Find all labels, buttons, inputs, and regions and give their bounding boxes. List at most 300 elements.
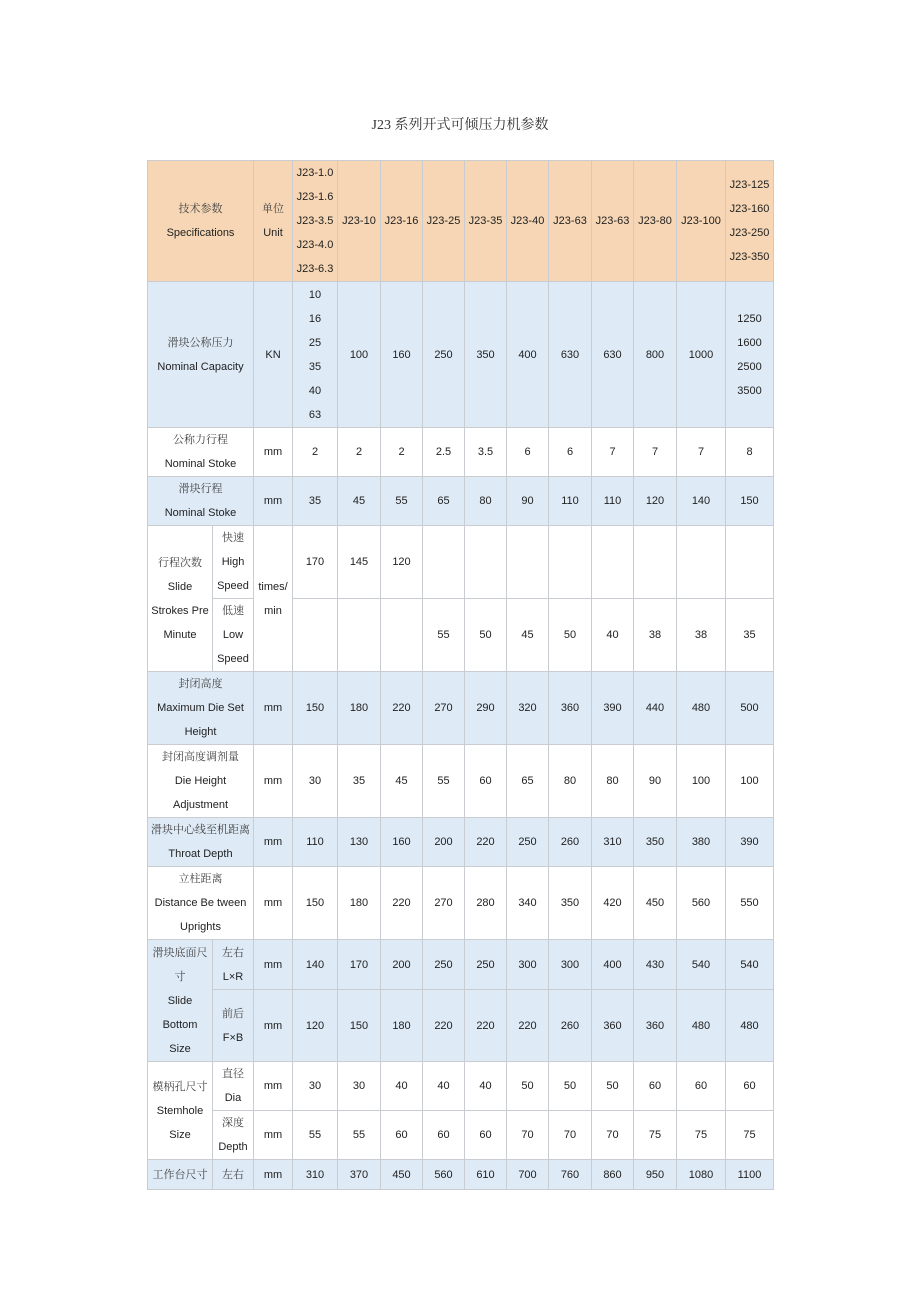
row-label [148, 940, 213, 1062]
value-cell [677, 1160, 726, 1190]
value-cell [549, 940, 592, 990]
value-cell-line: 180 [349, 897, 369, 909]
row-sublabel-line: 左右 [222, 1168, 244, 1181]
value-cell-line: 360 [645, 1019, 665, 1032]
value-cell-line: 145 [349, 556, 369, 568]
header-model-line: J23-100 [681, 215, 721, 227]
value-cell-line: 390 [603, 702, 622, 714]
table-row [148, 818, 774, 867]
value-cell [465, 1062, 507, 1111]
value-cell-line: 480 [691, 702, 711, 714]
value-cell-line: 25 [308, 336, 322, 349]
value-cell [634, 940, 677, 990]
value-cell-line: 220 [476, 1019, 495, 1032]
value-cell-line: 40 [606, 629, 619, 641]
value-cell [338, 818, 381, 867]
value-cell-line: 350 [645, 836, 665, 848]
row-sublabel-line: 深度 [222, 1117, 244, 1129]
row-sublabel-line: High [221, 556, 245, 568]
value-cell-line: 130 [349, 836, 369, 848]
value-cell-line: 110 [603, 495, 622, 507]
value-cell [381, 428, 423, 477]
value-cell [338, 940, 381, 990]
value-cell [338, 1160, 381, 1190]
value-cell [634, 526, 677, 599]
table-row [148, 428, 774, 477]
value-cell-line: 260 [560, 1019, 580, 1032]
row-label-line: Nominal Capacity [157, 360, 244, 373]
value-cell-line: 30 [352, 1080, 366, 1092]
value-cell [507, 867, 549, 940]
row-unit [254, 1111, 293, 1160]
value-cell-line: 300 [518, 958, 537, 971]
value-cell-line: 630 [603, 348, 622, 361]
value-cell [465, 477, 507, 526]
value-cell-line: 35 [308, 360, 322, 373]
value-cell [507, 599, 549, 672]
value-cell-line: 700 [518, 1168, 537, 1181]
row-unit-line: mm [263, 775, 283, 787]
value-cell-line: 70 [606, 1129, 619, 1141]
value-cell [423, 745, 465, 818]
value-cell-line: 1080 [688, 1168, 714, 1181]
value-cell-line: 360 [560, 702, 580, 714]
value-cell-line: 450 [392, 1168, 411, 1181]
value-cell-line: 160 [392, 836, 411, 848]
value-cell-line: 50 [563, 629, 577, 641]
value-cell [423, 1160, 465, 1190]
value-cell-line: 60 [479, 1129, 492, 1141]
value-cell-line: 60 [648, 1080, 662, 1092]
row-label [148, 477, 254, 526]
value-cell [592, 990, 634, 1062]
value-cell [465, 282, 507, 428]
value-cell [423, 282, 465, 428]
value-cell [549, 745, 592, 818]
value-cell-line: 55 [395, 495, 408, 507]
value-cell [423, 1062, 465, 1111]
value-cell [677, 745, 726, 818]
header-model-line: J23-25 [426, 215, 461, 227]
header-model-line: J23-16 [384, 215, 419, 227]
value-cell [726, 940, 774, 990]
value-cell-line: 80 [479, 495, 492, 507]
value-cell [549, 1111, 592, 1160]
value-cell-line: 45 [395, 775, 408, 787]
row-sublabel [213, 990, 254, 1062]
value-cell [381, 477, 423, 526]
row-label-line: 行程次数 [158, 556, 202, 569]
row-unit-line: mm [263, 958, 283, 971]
header-specifications-line: Specifications [166, 227, 235, 239]
header-specifications-line: 技术参数 [178, 203, 223, 215]
value-cell [423, 867, 465, 940]
value-cell-line: 270 [434, 702, 453, 714]
value-cell-line: 80 [563, 775, 577, 787]
value-cell-line: 160 [392, 348, 411, 361]
value-cell [549, 990, 592, 1062]
header-specifications [148, 161, 254, 282]
value-cell [338, 1062, 381, 1111]
value-cell-line: 75 [694, 1129, 708, 1141]
value-cell-line: 2500 [737, 360, 762, 373]
table-row [148, 282, 774, 428]
value-cell [507, 672, 549, 745]
value-cell [549, 282, 592, 428]
value-cell-line: 450 [645, 897, 665, 909]
header-model-line: J23-10 [342, 215, 376, 227]
table-row [148, 867, 774, 940]
row-sublabel [213, 940, 254, 990]
value-cell [592, 477, 634, 526]
value-cell-line: 280 [476, 897, 495, 909]
row-label-line: 寸 [174, 970, 186, 983]
row-label-line: 封闭高度调剂量 [162, 751, 239, 763]
value-cell [381, 1062, 423, 1111]
value-cell-line: 220 [392, 897, 411, 909]
header-row [148, 161, 774, 282]
value-cell [381, 867, 423, 940]
row-label [148, 282, 254, 428]
value-cell [381, 818, 423, 867]
row-label-line: Slide [167, 994, 193, 1007]
value-cell-line: 30 [308, 1080, 322, 1092]
row-label [148, 745, 254, 818]
value-cell [338, 282, 381, 428]
header-model [726, 161, 774, 282]
row-sublabel [213, 1111, 254, 1160]
value-cell-line: 950 [645, 1168, 665, 1181]
value-cell [507, 1111, 549, 1160]
value-cell-line: 80 [606, 775, 619, 787]
value-cell [677, 282, 726, 428]
row-label-line: Adjustment [172, 799, 229, 811]
value-cell [293, 428, 338, 477]
value-cell [465, 428, 507, 477]
value-cell [634, 599, 677, 672]
value-cell-line: 6 [566, 446, 574, 458]
value-cell-line: 3.5 [477, 446, 494, 458]
value-cell [549, 599, 592, 672]
value-cell [634, 1111, 677, 1160]
value-cell-line: 40 [479, 1080, 492, 1092]
value-cell [465, 1111, 507, 1160]
value-cell-line: 350 [476, 348, 495, 361]
value-cell [507, 990, 549, 1062]
value-cell [507, 428, 549, 477]
value-cell-line: 75 [743, 1129, 756, 1141]
header-model-line: J23-125 [729, 179, 770, 191]
row-label-line: Height [184, 726, 217, 738]
value-cell-line: 38 [694, 629, 708, 641]
header-model-line: J23-63 [595, 215, 630, 227]
value-cell [293, 1062, 338, 1111]
value-cell-line: 40 [308, 384, 322, 397]
value-cell [423, 940, 465, 990]
value-cell-line: 10 [308, 288, 322, 301]
value-cell [726, 599, 774, 672]
value-cell-line: 60 [395, 1129, 408, 1141]
value-cell-line: 260 [560, 836, 580, 848]
row-sublabel-line: 左右 [222, 946, 244, 959]
value-cell-line: 380 [691, 836, 711, 848]
row-label [148, 428, 254, 477]
value-cell-line: 220 [434, 1019, 453, 1032]
value-cell [381, 940, 423, 990]
row-sublabel-line: Depth [218, 1141, 248, 1153]
value-cell-line: 290 [476, 702, 495, 714]
value-cell-line: 40 [437, 1080, 450, 1092]
row-label-line: Size [169, 1128, 191, 1141]
value-cell [338, 672, 381, 745]
row-label [148, 818, 254, 867]
header-model [338, 161, 381, 282]
row-unit [254, 867, 293, 940]
row-unit-line: mm [263, 446, 283, 458]
row-sublabel-line: Dia [224, 1092, 242, 1104]
table-row [148, 672, 774, 745]
value-cell [507, 745, 549, 818]
row-label-line: 模柄孔尺寸 [152, 1080, 208, 1093]
value-cell [592, 672, 634, 745]
header-model-line: J23-6.3 [296, 263, 334, 275]
row-label-line: Slide [167, 580, 193, 593]
value-cell [634, 990, 677, 1062]
document-title: J23 系列开式可倾压力机参数 [371, 118, 549, 133]
value-cell [677, 818, 726, 867]
value-cell [465, 990, 507, 1062]
value-cell [465, 1160, 507, 1190]
value-cell [592, 282, 634, 428]
value-cell [338, 990, 381, 1062]
value-cell [423, 526, 465, 599]
header-model-line: J23-40 [510, 215, 545, 227]
value-cell-line: 480 [691, 1019, 711, 1032]
row-unit [254, 477, 293, 526]
value-cell [381, 672, 423, 745]
row-label-line: Throat Depth [168, 848, 233, 860]
value-cell [465, 745, 507, 818]
value-cell-line: 420 [603, 897, 622, 909]
value-cell-line: 63 [308, 408, 322, 421]
header-model-line: J23-63 [553, 215, 587, 227]
value-cell [592, 745, 634, 818]
value-cell [293, 599, 338, 672]
value-cell [423, 477, 465, 526]
value-cell [726, 990, 774, 1062]
row-label-line: 滑块公称压力 [167, 336, 234, 349]
value-cell-line: 560 [691, 897, 711, 909]
row-unit-line: mm [263, 1168, 283, 1181]
value-cell-line: 440 [645, 702, 665, 714]
value-cell-line: 110 [306, 836, 324, 848]
value-cell [465, 867, 507, 940]
row-sublabel [213, 1062, 254, 1111]
value-cell [381, 1111, 423, 1160]
value-cell [726, 428, 774, 477]
value-cell [293, 745, 338, 818]
row-sublabel [213, 526, 254, 599]
header-model-line: J23-1.6 [296, 191, 334, 203]
row-label-line: Strokes Pre [151, 604, 209, 617]
value-cell-line: 390 [740, 836, 759, 848]
value-cell-line: 540 [691, 958, 711, 971]
value-cell-line: 610 [476, 1168, 495, 1181]
header-unit-line: 单位 [262, 203, 284, 215]
value-cell-line: 400 [603, 958, 622, 971]
value-cell [726, 526, 774, 599]
row-unit [254, 818, 293, 867]
row-label-line: 工作台尺寸 [152, 1168, 208, 1181]
value-cell [507, 1160, 549, 1190]
value-cell [549, 428, 592, 477]
value-cell-line: 180 [349, 702, 369, 714]
value-cell-line: 200 [392, 958, 411, 971]
value-cell [423, 428, 465, 477]
row-sublabel-line: 低速 [222, 605, 244, 617]
row-label [148, 867, 254, 940]
value-cell [677, 1062, 726, 1111]
value-cell-line: 150 [740, 495, 759, 507]
header-model-line: J23-1.0 [296, 167, 334, 179]
value-cell [592, 1062, 634, 1111]
value-cell [592, 940, 634, 990]
value-cell-line: 40 [395, 1080, 408, 1092]
value-cell [507, 818, 549, 867]
row-unit-line: times/ [258, 580, 288, 593]
value-cell [293, 940, 338, 990]
value-cell-line: 150 [305, 702, 325, 714]
row-unit [254, 990, 293, 1062]
value-cell-line: 2 [355, 446, 363, 458]
value-cell-line: 55 [437, 629, 450, 641]
value-cell [634, 672, 677, 745]
value-cell-line: 90 [521, 495, 534, 507]
value-cell [677, 867, 726, 940]
row-sublabel-line: 直径 [222, 1068, 244, 1080]
value-cell [507, 1062, 549, 1111]
row-sublabel [213, 599, 254, 672]
header-model [381, 161, 423, 282]
value-cell [293, 818, 338, 867]
value-cell-line: 55 [437, 775, 450, 787]
value-cell-line: 1600 [737, 336, 762, 349]
value-cell-line: 120 [305, 1019, 325, 1032]
row-unit-line: mm [263, 1080, 283, 1092]
value-cell-line: 150 [305, 897, 325, 909]
value-cell [634, 745, 677, 818]
value-cell [677, 599, 726, 672]
value-cell [677, 477, 726, 526]
row-label-line: Die Height [174, 775, 227, 787]
row-label-line: Uprights [180, 921, 221, 933]
value-cell [677, 990, 726, 1062]
value-cell [634, 477, 677, 526]
value-cell-line: 310 [603, 836, 622, 848]
value-cell-line: 70 [521, 1129, 534, 1141]
table-row [148, 1062, 774, 1111]
value-cell-line: 55 [308, 1129, 322, 1141]
row-label [148, 1062, 213, 1160]
value-cell-line: 860 [603, 1168, 622, 1181]
value-cell-line: 75 [648, 1129, 662, 1141]
value-cell [338, 477, 381, 526]
value-cell [726, 477, 774, 526]
row-label-line: 立柱距离 [178, 873, 223, 885]
value-cell-line: 35 [743, 629, 756, 641]
value-cell [381, 745, 423, 818]
row-sublabel-line: Speed [217, 653, 249, 665]
row-unit [254, 1160, 293, 1190]
value-cell-line: 38 [648, 629, 662, 641]
table-row [148, 745, 774, 818]
row-label-line: Maximum Die Set [157, 702, 244, 714]
value-cell [293, 477, 338, 526]
header-model [677, 161, 726, 282]
row-unit [254, 672, 293, 745]
value-cell-line: 350 [560, 897, 580, 909]
value-cell [381, 526, 423, 599]
row-label-line: 公称力行程 [173, 434, 228, 446]
value-cell-line: 480 [740, 1019, 759, 1032]
value-cell [592, 526, 634, 599]
header-model-line: J23-350 [729, 251, 770, 263]
value-cell-line: 120 [392, 556, 411, 568]
value-cell [726, 1062, 774, 1111]
value-cell-line: 250 [518, 836, 537, 848]
value-cell-line: 90 [648, 775, 662, 787]
value-cell [293, 1160, 338, 1190]
value-cell [507, 940, 549, 990]
table-row [148, 940, 774, 990]
value-cell [338, 1111, 381, 1160]
value-cell-line: 220 [392, 702, 411, 714]
value-cell-line: 1000 [688, 348, 714, 361]
value-cell [549, 818, 592, 867]
row-unit [254, 1062, 293, 1111]
header-model-line: J23-250 [729, 227, 770, 239]
header-model [423, 161, 465, 282]
value-cell-line: 400 [518, 348, 537, 361]
value-cell-line: 7 [651, 446, 659, 458]
value-cell [338, 526, 381, 599]
value-cell [423, 818, 465, 867]
value-cell-line: 100 [740, 775, 759, 787]
value-cell-line: 310 [305, 1168, 325, 1181]
value-cell [338, 867, 381, 940]
value-cell [338, 599, 381, 672]
value-cell [592, 867, 634, 940]
value-cell [592, 428, 634, 477]
value-cell [726, 282, 774, 428]
value-cell-line: 320 [518, 702, 537, 714]
value-cell [549, 526, 592, 599]
value-cell-line: 180 [392, 1019, 411, 1032]
value-cell-line: 50 [606, 1080, 619, 1092]
row-label-line: 滑块底面尺 [152, 946, 208, 959]
value-cell-line: 2 [398, 446, 405, 458]
row-sublabel-line: 前后 [222, 1007, 244, 1020]
value-cell [592, 1111, 634, 1160]
value-cell-line: 70 [563, 1129, 577, 1141]
value-cell [293, 1111, 338, 1160]
value-cell [677, 940, 726, 990]
value-cell-line: 270 [434, 897, 453, 909]
row-sublabel-line: F×B [222, 1031, 244, 1044]
value-cell [634, 818, 677, 867]
header-model-line: J23-80 [638, 215, 672, 227]
value-cell [634, 1062, 677, 1111]
